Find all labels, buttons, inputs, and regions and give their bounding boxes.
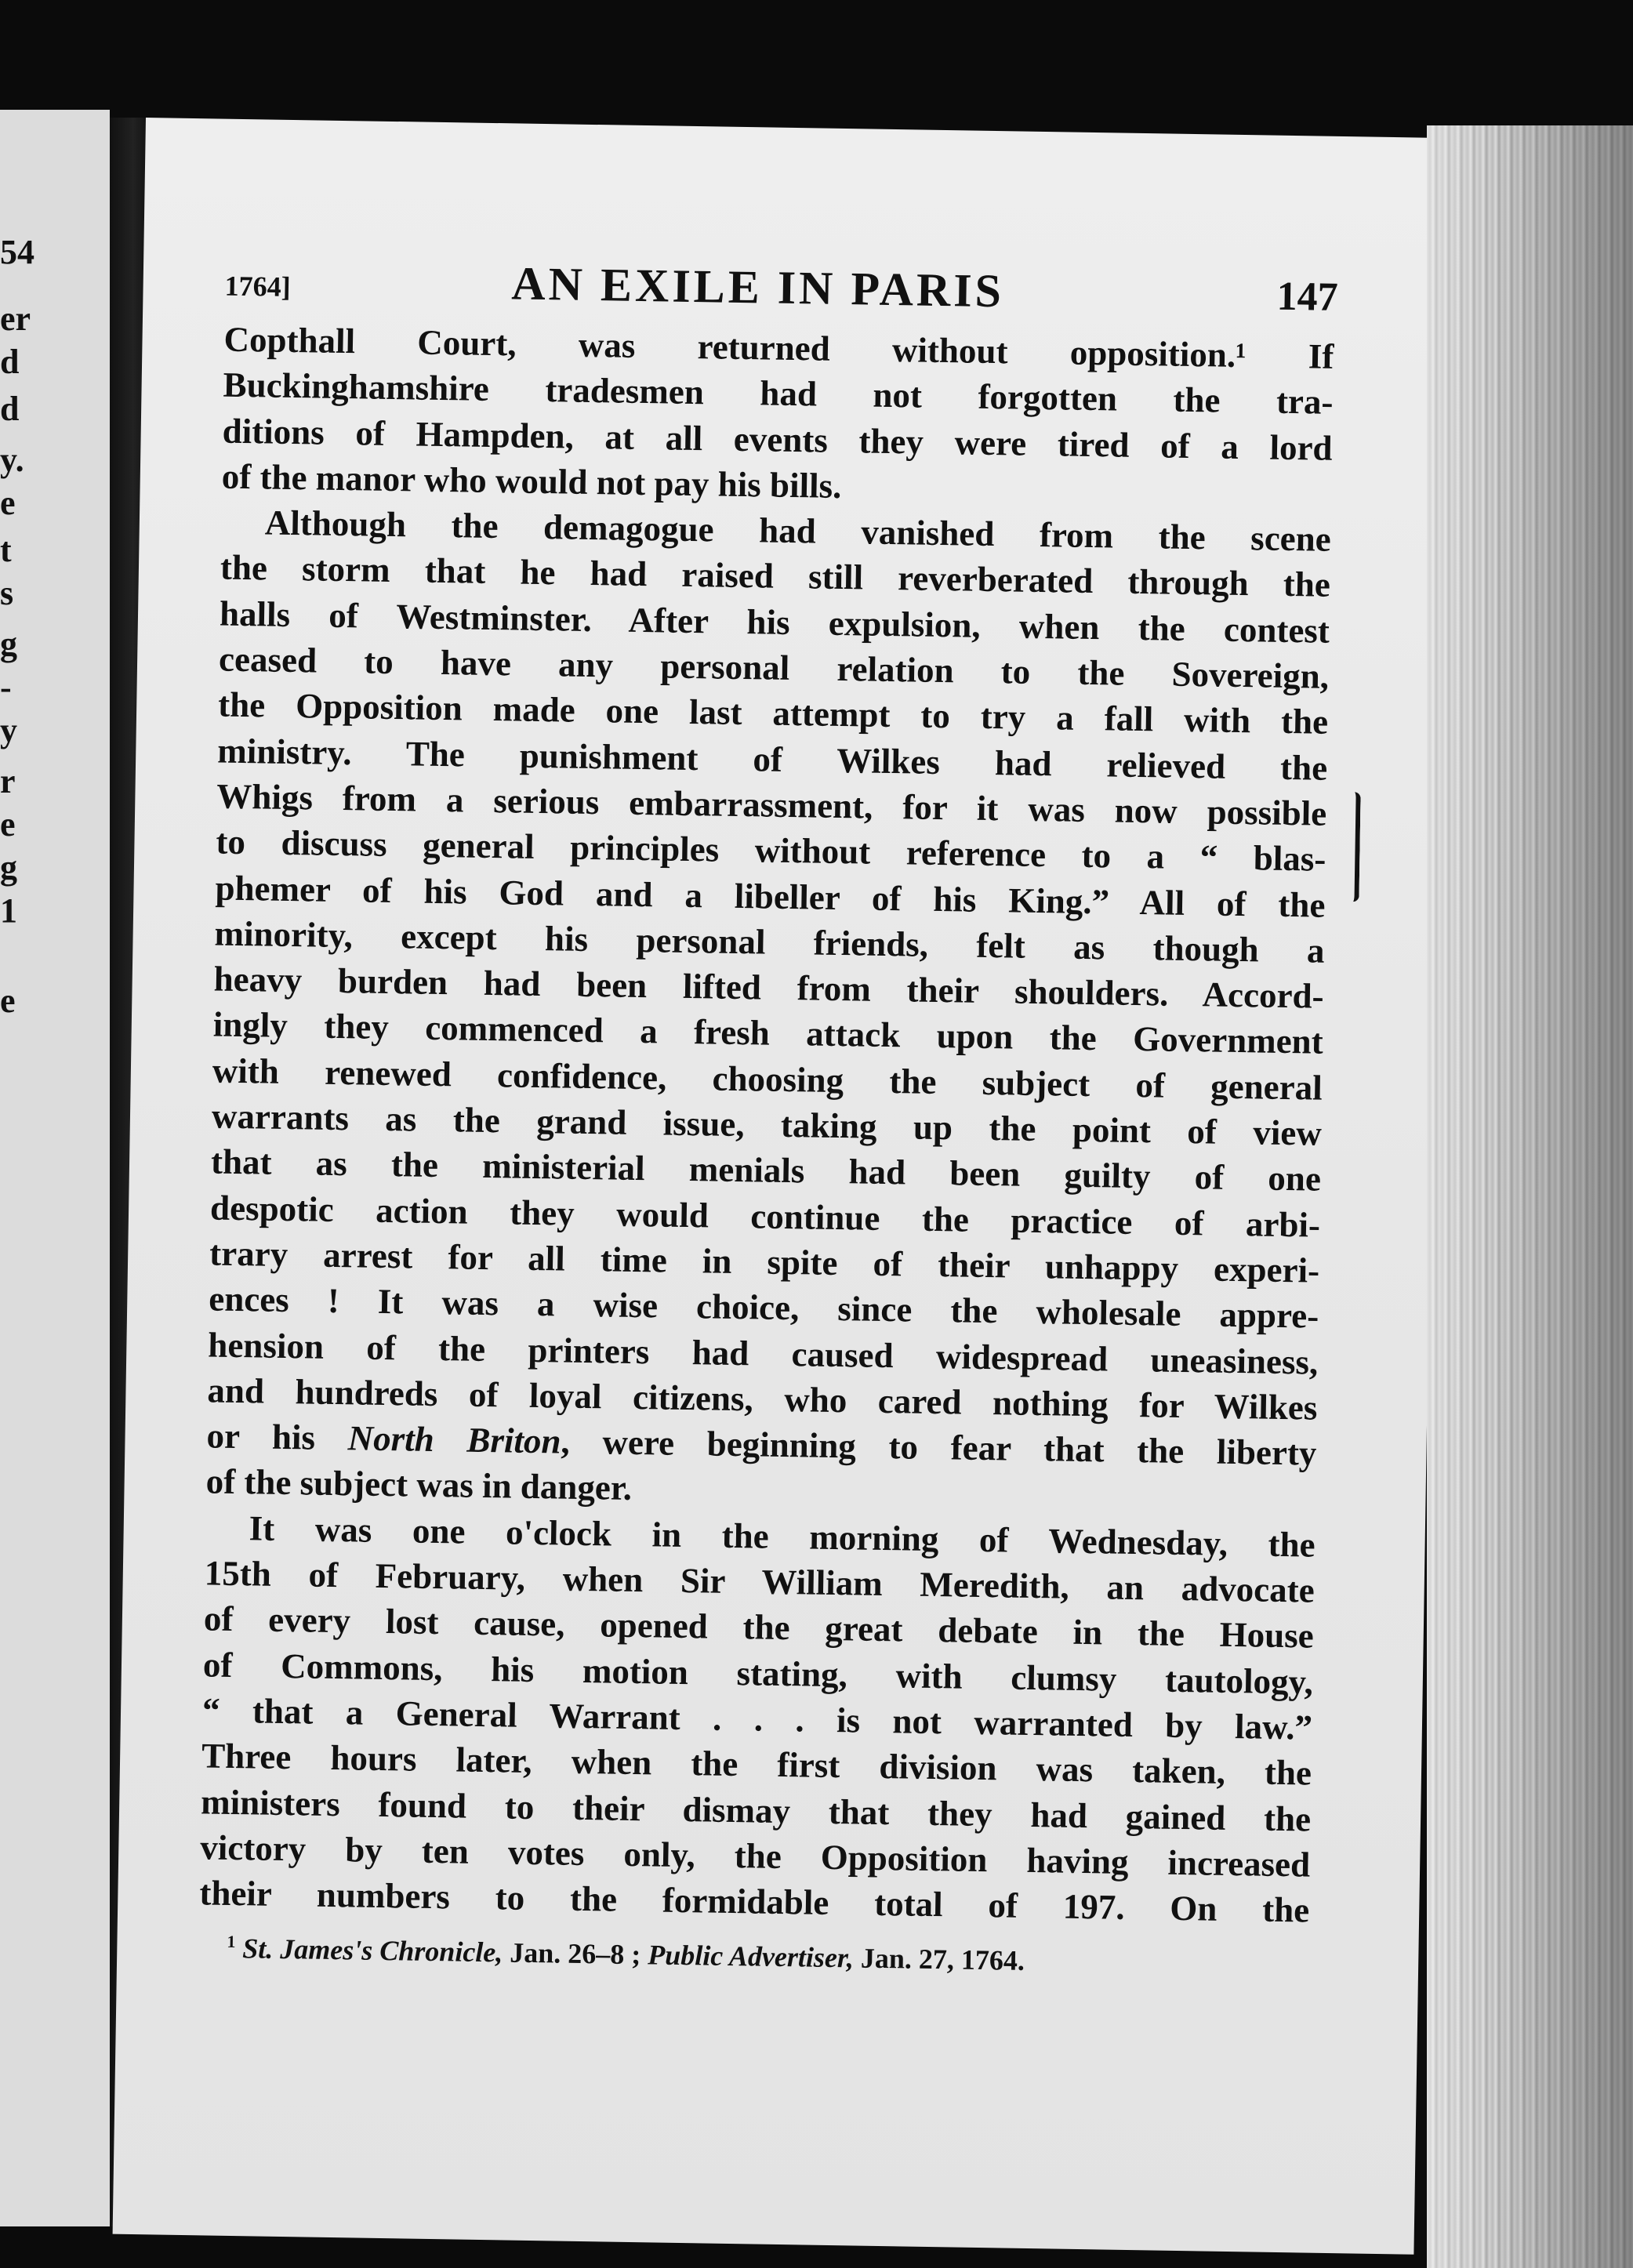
text-line: ingly they commenced a fresh attack upon the Government [212,1004,1324,1062]
left-page-fragment: g [0,848,17,887]
left-page-fragment: - [0,668,12,706]
left-page-fragment: s [0,574,14,612]
footnote-date-2: Jan. 27, 1764. [860,1942,1025,1976]
text-line: to discuss general principles without reference to a “ blas- [216,822,1326,880]
margin-bracket-mark [1346,792,1360,902]
text-line: trary arrest for all time in spite of their unhappy experi- [209,1233,1320,1290]
text-line: despotic action they would continue the practice of arbi- [209,1188,1321,1245]
left-page-fragment: er [0,299,31,338]
text-line: phemer of his God and a libeller of his King.” All of the [215,868,1326,925]
text-line: ences ! It was a wise choice, since the wholesale appre- [208,1279,1319,1336]
left-page-fragment: r [0,762,16,800]
book-page [113,118,1447,2255]
left-page-fragment: 54 [0,233,34,271]
header-year: 1764] [224,270,291,303]
left-page-fragment: g [0,625,17,663]
text-line: with renewed confidence, choosing the subject of general [212,1051,1323,1108]
text-line: victory by ten votes only, the Opposition having increased [199,1827,1311,1885]
left-page-fragment: e [0,805,16,844]
footnote-source-2: Public Advertiser, [648,1939,855,1974]
text-line: Three hours later, when the first division was taken, the [201,1736,1312,1793]
text-line: It was one o'clock in the morning of Wednesday, the [249,1508,1315,1565]
text-line: Whigs from a serious embarrassment, for it was now possible [216,776,1327,833]
text-line: that as the ministerial menials had been guilty of one [210,1141,1322,1199]
text-line: or his North Briton, were beginning to fear that the liberty [206,1416,1317,1473]
left-page-fragment: t [0,531,12,569]
text-line: of every lost cause, opened the great debate in the House [203,1598,1315,1656]
left-page-fragment: d [0,390,20,428]
text-line: ministers found to their dismay that they had gained the [200,1781,1312,1839]
text-line: hension of the printers had caused widespread uneasiness, [208,1324,1319,1382]
text-line: 15th of February, when Sir William Meredith, an advocate [204,1553,1315,1610]
page-number: 147 [1276,274,1339,320]
header-title: AN EXILE IN PARIS [510,257,1005,318]
text-line: the Opposition made one last attempt to try a fall with the [217,684,1329,742]
footnote-date-1: Jan. 26–8 ; [510,1936,641,1971]
text-line: of the manor who would not pay his bills. [221,456,842,506]
left-page-fragment: d [0,343,20,381]
text-line: Copthall Court, was returned without opposition.¹ If [223,319,1334,376]
left-page-fragment: e [0,982,16,1020]
body-text [199,317,1334,1933]
footnote [227,1932,1308,1982]
text-line: ditions of Hampden, at all events they were tired of a lord [222,411,1333,468]
left-page-fragment: 1 [0,891,17,930]
text-line: and hundreds of loyal citizens, who cared nothing for Wilkes [207,1370,1318,1428]
footnote-marker: 1 [227,1931,236,1952]
left-page-fragment: y [0,711,17,749]
text-line: minority, except his personal friends, felt as though a [214,913,1325,971]
text-line: Buckinghamshire tradesmen had not forgotten the tra- [223,365,1334,423]
left-page-fragment: e [0,484,16,522]
text-line: “ that a General Warrant . . . is not warranted by law.” [201,1690,1313,1747]
text-line: halls of Westminster. After his expulsion, when the contest [219,593,1330,651]
text-line: of the subject was in danger. [205,1461,633,1508]
text-line: warrants as the grand issue, taking up the point of view [211,1096,1323,1153]
text-line: of Commons, his motion stating, with clumsy tautology, [202,1645,1314,1702]
text-line: heavy burden had been lifted from their shoulders. Accord- [213,959,1324,1016]
page-edges-shade [1427,125,1633,2268]
text-line: their numbers to the formidable total of 197. On the [199,1873,1310,1930]
text-line: ceased to have any personal relation to the Sovereign, [218,639,1330,696]
text-line: the storm that he had raised still reverberated through the [220,548,1331,605]
text-line: Although the demagogue had vanished from the scene [264,503,1332,559]
left-page-fragment: y. [0,441,24,479]
text-line: ministry. The punishment of Wilkes had relieved the [216,731,1328,788]
footnote-source-1: St. James's Chronicle, [242,1932,503,1969]
